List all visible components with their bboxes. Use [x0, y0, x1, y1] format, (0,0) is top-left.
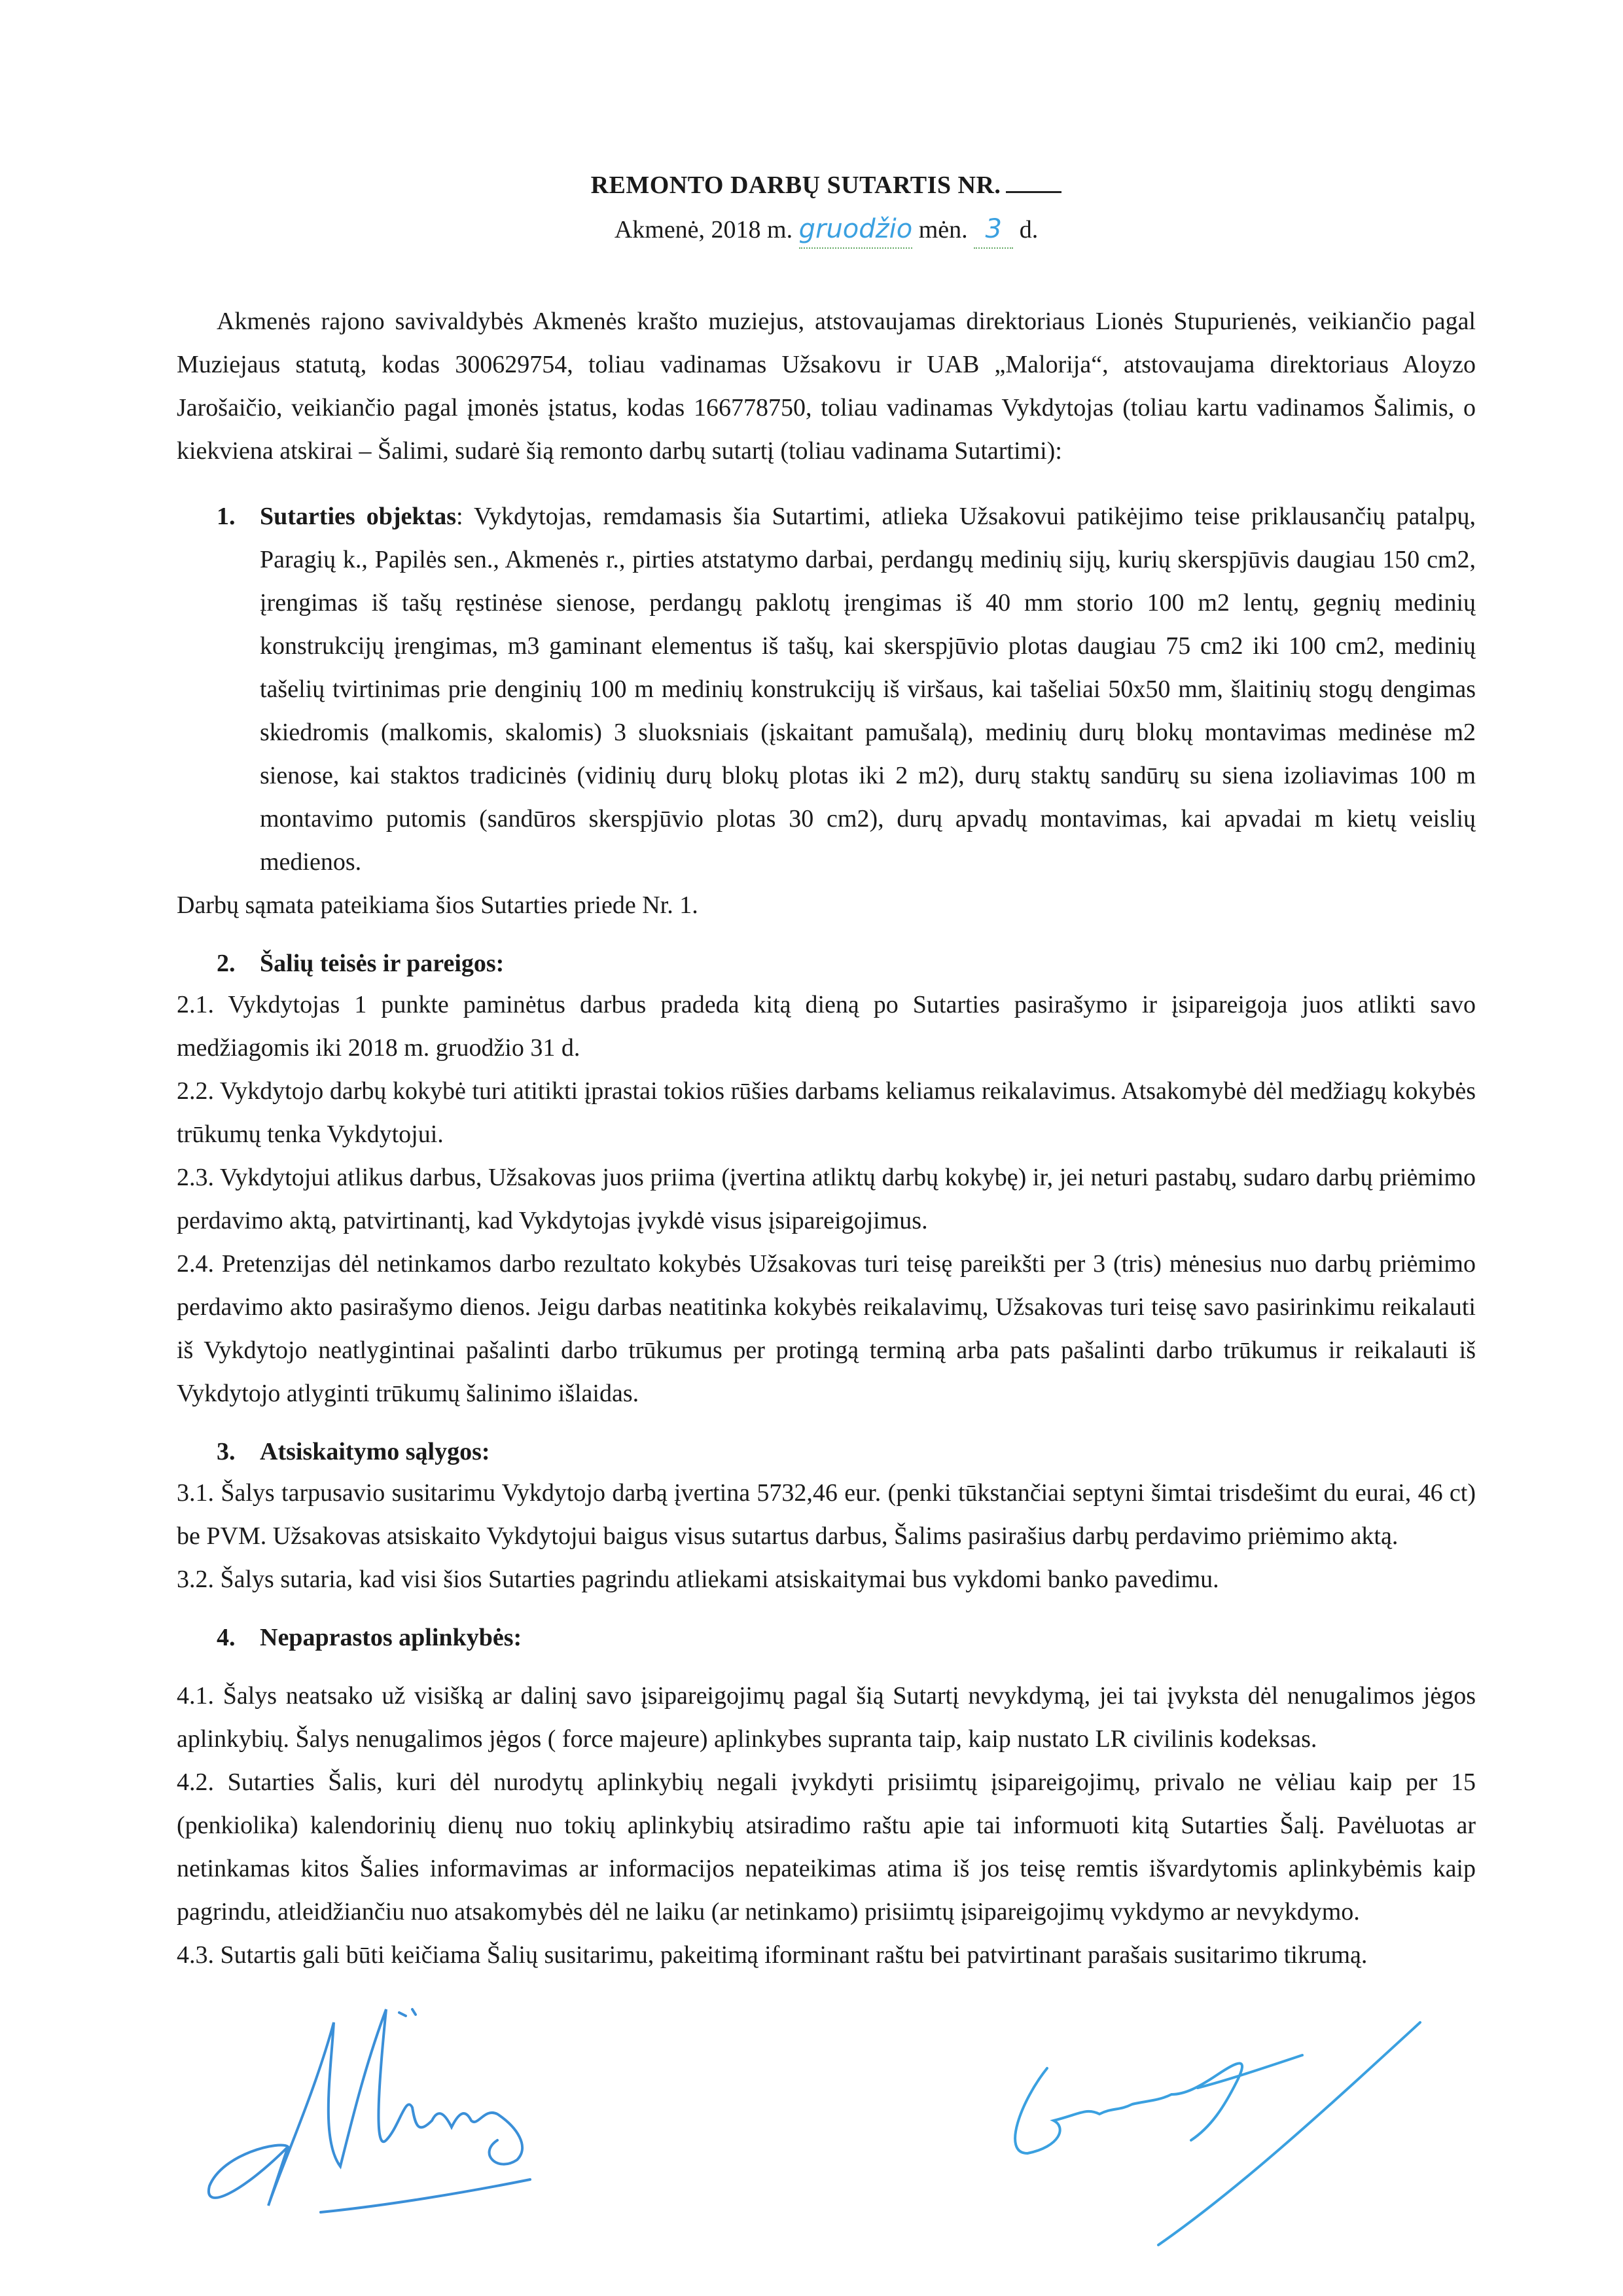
section-3-title: Atsiskaitymo sąlygos:: [260, 1438, 490, 1465]
date-line: [177, 211, 1476, 249]
clause-2-3: 2.3. Vykdytojui atlikus darbus, Užsakovas juos priima (įvertina atliktų darbų kokybę) ir, jei neturi pastabų, sudaro darbų priėmimo perdavimo aktą, patvirtinantį, kad Vykdytojas įvykdė visus įsipareigojimus.: [177, 1164, 1476, 1234]
section-4-number: 4.: [217, 1624, 236, 1651]
contract-number-blank: [1006, 191, 1061, 193]
section-1-number: 1.: [217, 503, 236, 530]
document-title: [177, 169, 1476, 202]
clause-2-2: 2.2. Vykdytojo darbų kokybė turi atitikti įprastai tokios rūšies darbams keliamus reikalavimus. Atsakomybė dėl medžiagų kokybės trūkumų tenka Vykdytojui.: [177, 1077, 1476, 1148]
clause-3-2: 3.2. Šalys sutaria, kad visi šios Sutarties pagrindu atliekami atsiskaitymai bus vykdomi banko pavedimu.: [177, 1566, 1219, 1593]
section-1-heading: Sutarties objektas: [260, 503, 456, 530]
handwritten-month: gruodžio: [799, 211, 913, 249]
section-4-heading: [217, 1618, 1476, 1657]
section-3-clauses: [177, 1471, 1476, 1601]
customer-signature: [190, 1996, 648, 2245]
clause-4-2: 4.2. Sutarties Šalis, kuri dėl nurodytų aplinkybių negali įvykdyti prisiimtų įsipareigojimų, privalo ne vėliau kaip per 15 (penkiolika) kalendorinių dienų nuo tokių aplinkybių atsiradimo raštu apie tai informuoti kitą Sutarties Šalį. Pavėluotas ar netinkamas kitos Šalies informavimas ar informacijos nepateikimas atima iš jos teisę remtis išvardytomis aplinkybėmis kaip pagrindu, atleidžiančiu nuo atsakomybės dėl ne laiku (ar netinkamo) prisiimtų įsipareigojimų vykdymo ar nevykdymo.: [177, 1768, 1476, 1926]
section-3-heading: [217, 1432, 1476, 1471]
title-text: REMONTO DARBŲ SUTARTIS NR.: [590, 171, 1001, 199]
clause-2-4: 2.4. Pretenzijas dėl netinkamos darbo rezultato kokybės Užsakovas turi teisę pareikšti per 3 (tris) mėnesius nuo darbų priėmimo perdavimo akto pasirašymo dienos. Jeigu darbas neatitinka kokybės reikalavimų, Užsakovas turi teisę savo pasirinkimu reikalauti iš Vykdytojo neatlygintinai pašalinti darbo trūkumus per protingą terminą arba pats pašalinti darbo trūkumus ir reikalauti iš Vykdytojo atlyginti trūkumų šalinimo išlaidas.: [177, 1250, 1476, 1407]
date-month-label: mėn.: [918, 216, 968, 243]
contractor-signature: [949, 1996, 1433, 2258]
section-1-body: : Vykdytojas, remdamasis šia Sutartimi, atlieka Užsakovui patikėjimo teise priklausančių patalpų, Paragių k., Papilės sen., Akmenės r., pirties atstatymo darbai, perdangų medinių sijų, kurių skerspjūvis daugiau 150 cm2, įrengimas iš tašų ręstinėse sienose, perdangų paklotų įrengimas iš 40 mm storio 100 m2 lentų, gegnių medinių konstrukcijų įrengimas, m3 gaminant elementus iš tašų, kai skerspjūvio plotas daugiau 75 cm2 iki 100 cm2, medinių tašelių tvirtinimas prie denginių 100 m medinių konstrukcijų iš viršaus, kai tašeliai 50x50 mm, šlaitinių stogų dengimas skiedromis (malkomis, skalomis) 3 sluoksniais (įskaitant pamušalą), medinių durų blokų montavimas medinėse m2 sienose, kai staktos tradicinės (vidinių durų blokų plotas iki 2 m2), durų staktų sandūrų su siena izoliavimas 100 m montavimo putomis (sandūros skerspjūvio plotas 30 cm2), durų apvadų montavimas, kai apvadai m kietų veislių medienos.: [260, 503, 1476, 876]
handwritten-day: 3: [974, 211, 1013, 249]
contract-page: [177, 0, 1476, 2258]
section-4-clauses: [177, 1674, 1476, 1977]
signature-row: [177, 1996, 1476, 2258]
section-4-title: Nepaprastos aplinkybės:: [260, 1624, 522, 1651]
section-1: [177, 495, 1476, 884]
section-3-number: 3.: [217, 1438, 236, 1465]
clause-4-3: 4.3. Sutartis gali būti keičiama Šalių susitarimu, pakeitimą iforminant raštu bei patvirtinant parašais susitarimo tikrumą.: [177, 1941, 1368, 1969]
clause-2-1: 2.1. Vykdytojas 1 punkte paminėtus darbus pradeda kitą dieną po Sutarties pasirašymo ir įsipareigoja juos atlikti savo medžiagomis iki 2018 m. gruodžio 31 d.: [177, 991, 1476, 1062]
section-2-clauses: [177, 983, 1476, 1415]
date-city-year: Akmenė, 2018 m.: [614, 216, 793, 243]
clause-3-1: 3.1. Šalys tarpusavio susitarimu Vykdytojo darbą įvertina 5732,46 eur. (penki tūkstančiai septyni šimtai trisdešimt du eurai, 46 ct) be PVM. Užsakovas atsiskaito Vykdytojui baigus visus sutartus darbus, Šalims pasirašius darbų perdavimo priėmimo aktą.: [177, 1479, 1476, 1550]
section-2-heading: [217, 944, 1476, 983]
section-2-title: Šalių teisės ir pareigos:: [260, 950, 505, 977]
section-2-number: 2.: [217, 950, 236, 977]
date-day-label: d.: [1019, 216, 1039, 243]
intro-paragraph: Akmenės rajono savivaldybės Akmenės krašto muziejus, atstovaujamas direktoriaus Lionės Stupurienės, veikiančio pagal Muziejaus statutą, kodas 300629754, toliau vadinamas Užsakovu ir UAB „Malorija“, atstovaujama direktoriaus Aloyzo Jarošaičio, veikiančio pagal įmonės įstatus, kodas 166778750, toliau vadinamas Vykdytojas (toliau kartu vadinamos Šalimis, o kiekviena atskirai – Šalimi, sudarė šią remonto darbų sutartį (toliau vadinama Sutartimi):: [177, 308, 1476, 465]
clause-4-1: 4.1. Šalys neatsako už visišką ar dalinį savo įsipareigojimų pagal šią Sutartį nevykdymą, jei tai įvyksta dėl nenugalimos jėgos aplinkybių. Šalys nenugalimos jėgos ( force majeure) aplinkybes supranta taip, kaip nustato LR civilinis kodeksas.: [177, 1682, 1476, 1753]
estimate-note: Darbų sąmata pateikiama šios Sutarties priede Nr. 1.: [177, 891, 698, 919]
section-1-text: [260, 495, 1476, 884]
